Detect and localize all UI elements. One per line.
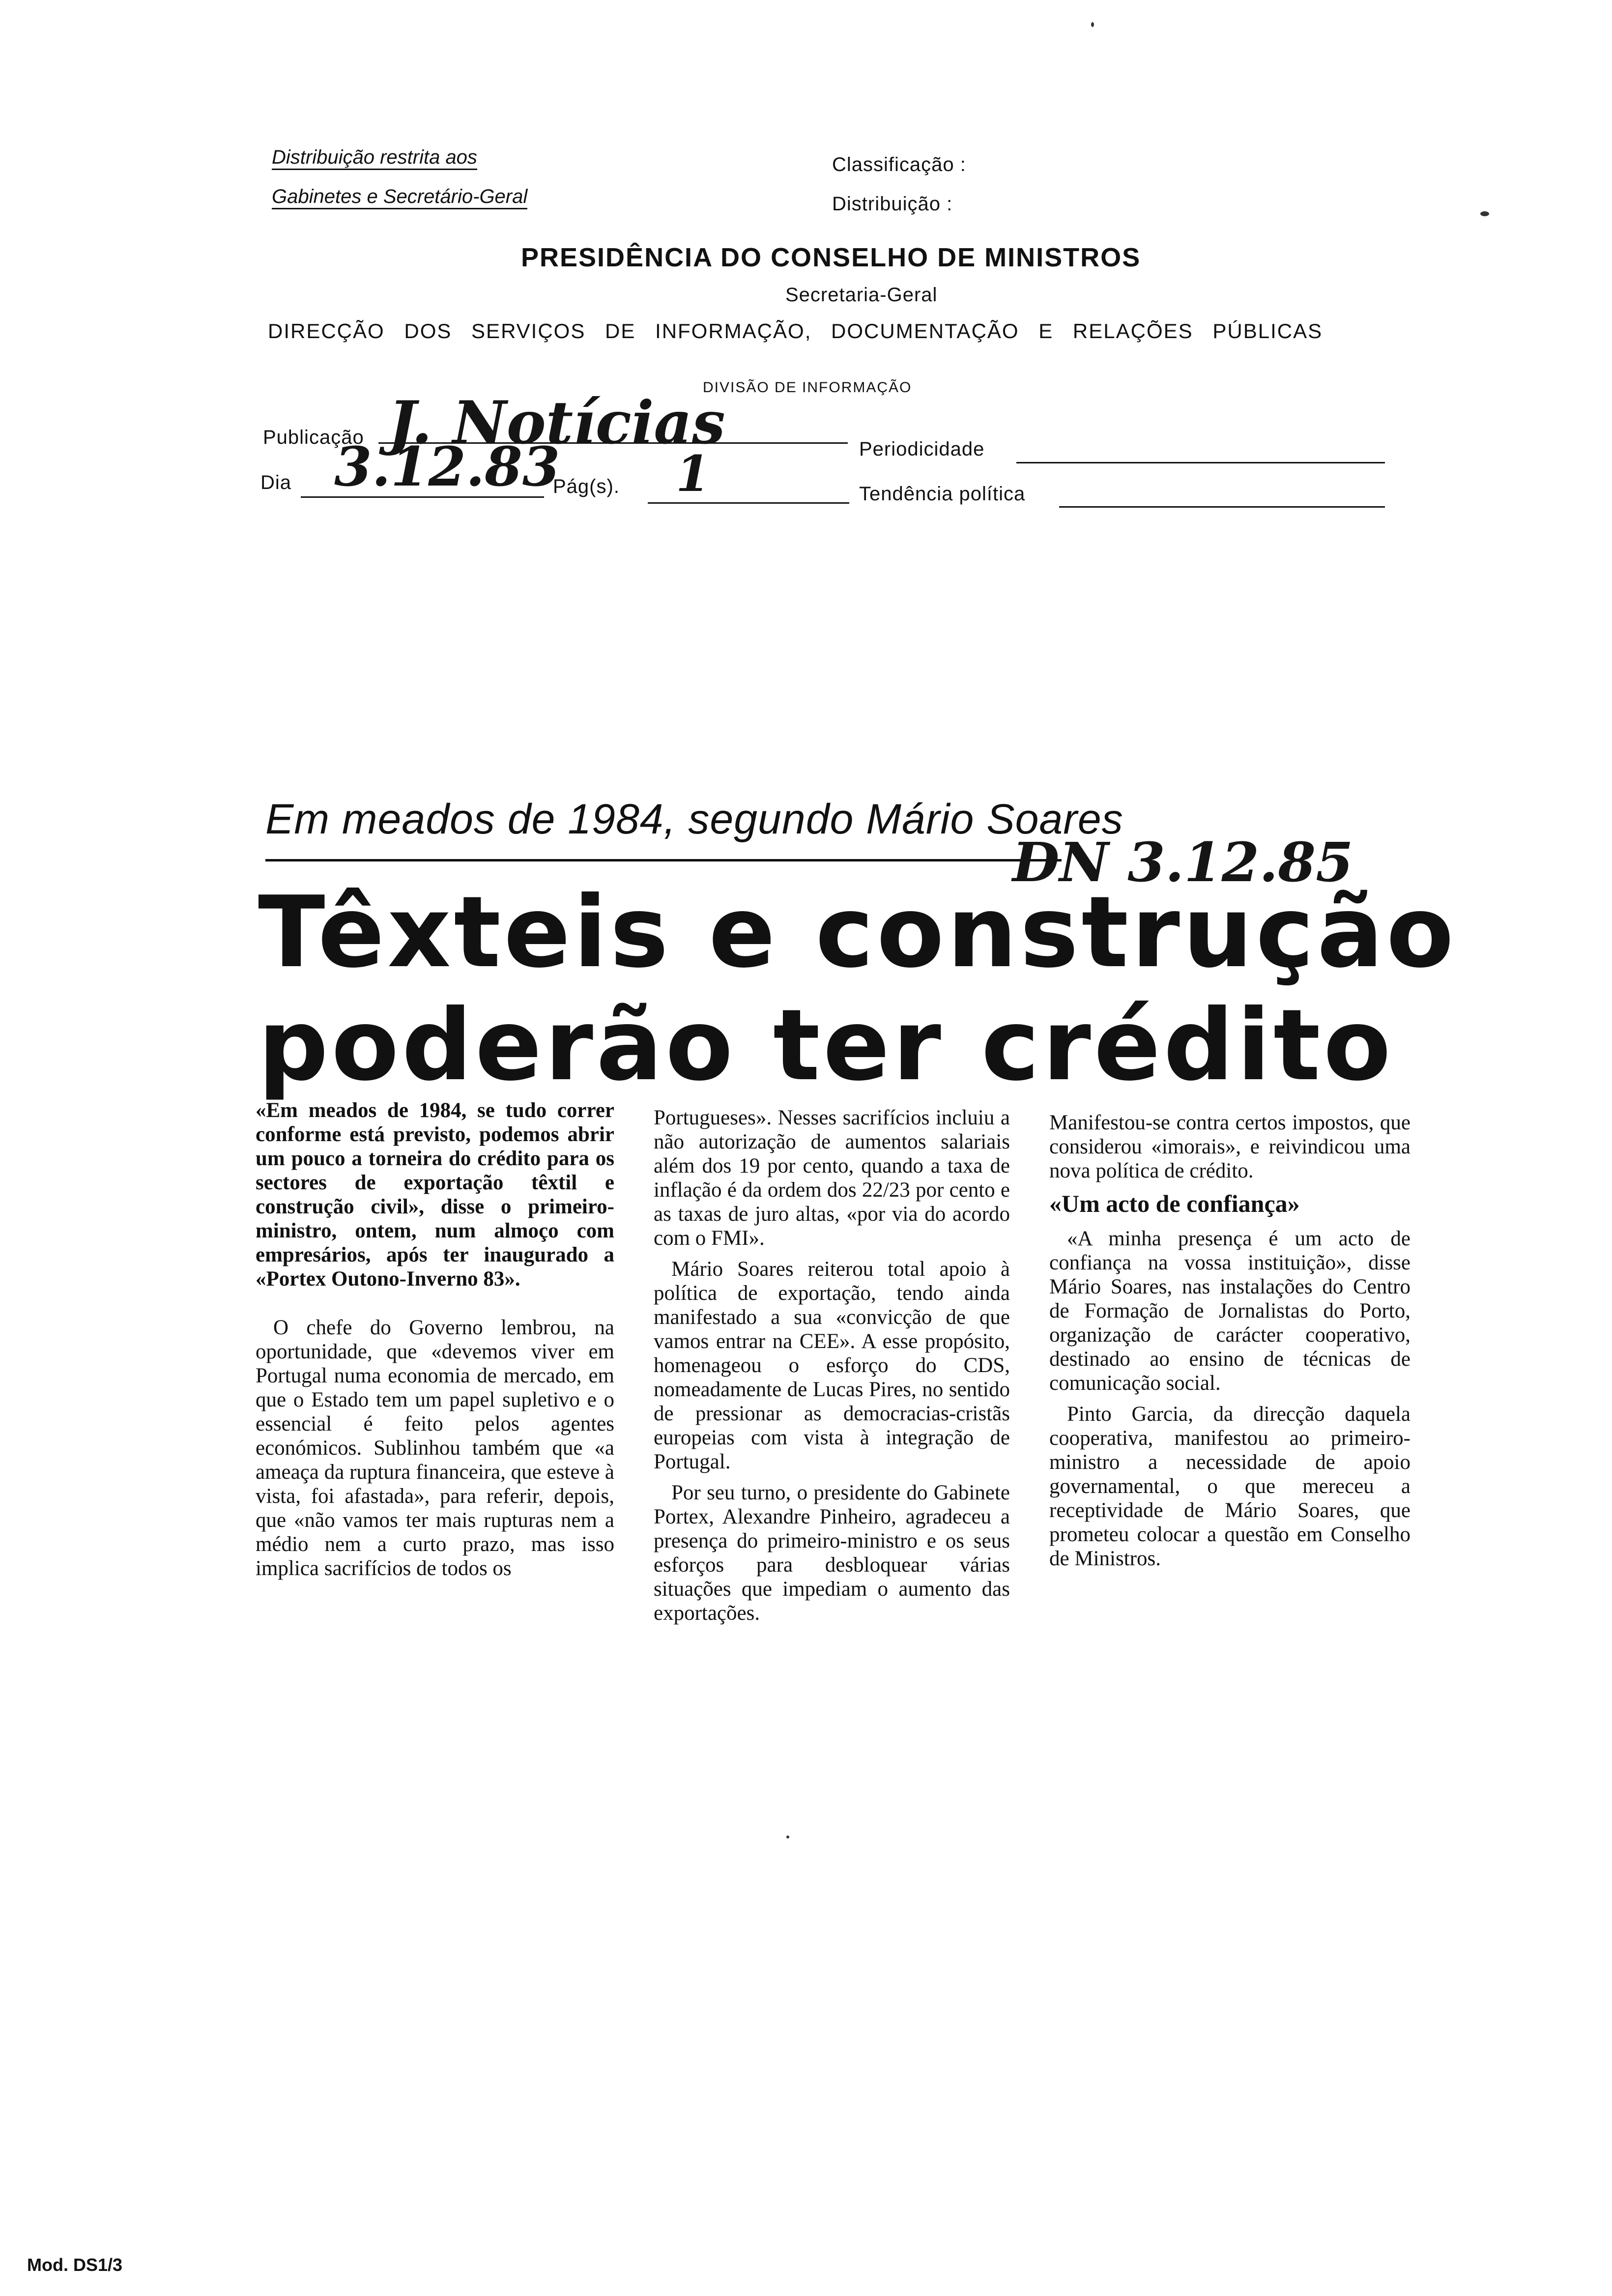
pages-handwritten-value: 1 xyxy=(676,445,710,503)
organization-title: PRESIDÊNCIA DO CONSELHO DE MINISTROS xyxy=(521,243,1141,272)
tendency-field-line xyxy=(1059,506,1385,508)
distribution-restriction-line1: Distribuição restrita aos xyxy=(272,146,477,170)
article-paragraph: Portugueses». Nesses sacrifícios incluiu a não autorização de aumentos salariais além dos 19 por cento, quando a taxa de inflação é da ordem dos 22/23 por cento e as taxas de juro altas, «por via do acordo com o FMI». xyxy=(654,1106,1010,1250)
form-code: Mod. DS1/3 xyxy=(27,2255,123,2275)
article-paragraph: Por seu turno, o presidente do Gabinete Portex, Alexandre Pinheiro, agradeceu a presença do primeiro-ministro e os seus esforços para desbloquear várias situações que impediam o aumento das exportações. xyxy=(654,1481,1010,1625)
tendency-label: Tendência política xyxy=(859,483,1026,505)
headline-line1: Têxteis e construção xyxy=(258,875,1457,990)
day-label: Dia xyxy=(260,472,292,493)
article-paragraph: Manifestou-se contra certos impostos, que considerou «imorais», e reivindicou uma nova política de crédito. xyxy=(1049,1111,1410,1182)
article-paragraph: Pinto Garcia, da direcção daquela cooperativa, manifestou ao primeiro-ministro a necessidade de apoio governamental, o que mereceu a receptividade de Mário Soares, que prometeu colocar a questão em Conselho de Ministros. xyxy=(1049,1403,1410,1570)
day-handwritten-value: 3.12.83 xyxy=(334,435,560,498)
scan-speck xyxy=(786,1836,789,1838)
article-column-2 xyxy=(654,1106,1010,1632)
periodicity-field-line xyxy=(1016,462,1385,463)
article-paragraph: O chefe do Governo lembrou, na oportunidade, que «devemos viver em Portugal numa economia de mercado, em que o Estado tem um papel supletivo e o essencial é feito pelos agentes económicos. Sublinhou também que «a ameaça da ruptura financeira, que esteve à vista, foi afastada», para referir, depois, que «não vamos ter mais rupturas nem a médio nem a curto prazo, mas isso implica sacrifícios de todos os xyxy=(256,1316,614,1580)
pages-label: Pág(s). xyxy=(553,476,620,497)
publication-handwritten-value: J. Notícias xyxy=(388,388,725,458)
classification-label: Classificação : xyxy=(832,154,966,175)
scan-speck xyxy=(1480,211,1489,216)
periodicity-label: Periodicidade xyxy=(859,438,985,460)
article-paragraph: Mário Soares reiterou total apoio à política de exportação, tendo ainda manifestado a sua «convicção de que vamos entrar na CEE». A esse propósito, homenageou o esforço do CDS, nomeadamente de Lucas Pires, no sentido de pressionar as democracias-cristãs europeias com vista à integração de Portugal. xyxy=(654,1258,1010,1473)
headline-line2: poderão ter crédito xyxy=(258,988,1394,1103)
handwritten-date-note: DN 3.12.85 xyxy=(1012,831,1353,894)
article-column-1 xyxy=(256,1098,614,1587)
directorate-title: DIRECÇÃO DOS SERVIÇOS DE INFORMAÇÃO, DOCUMENTAÇÃO E RELAÇÕES PÚBLICAS xyxy=(268,319,1323,343)
article-lead-paragraph: «Em meados de 1984, se tudo correr conforme está previsto, podemos abrir um pouco a torneira do crédito para os sectores de exportação têxtil e construção civil», disse o primeiro-ministro, ontem, num almoço com empresários, após ter inaugurado a «Portex Outono-Inverno 83». xyxy=(256,1099,614,1291)
article-kicker: Em meados de 1984, segundo Mário Soares xyxy=(265,796,1123,843)
distribution-label: Distribuição : xyxy=(832,193,953,215)
article-column-3 xyxy=(1049,1111,1410,1578)
distribution-restriction-line2: Gabinetes e Secretário-Geral xyxy=(272,186,527,209)
publication-label: Publicação xyxy=(263,427,364,448)
article-paragraph: «A minha presença é um acto de confiança na vossa instituição», disse Mário Soares, nas instalações do Centro de Formação de Jornalistas do Porto, organização de carácter cooperativo, destinado ao ensino de técnicas de comunicação social. xyxy=(1049,1227,1410,1395)
secretariat-title: Secretaria-Geral xyxy=(785,284,938,306)
division-title: DIVISÃO DE INFORMAÇÃO xyxy=(703,379,912,396)
scan-speck xyxy=(1091,22,1094,27)
article-subheading: «Um acto de confiança» xyxy=(1049,1190,1300,1217)
kicker-rule xyxy=(265,859,1062,861)
